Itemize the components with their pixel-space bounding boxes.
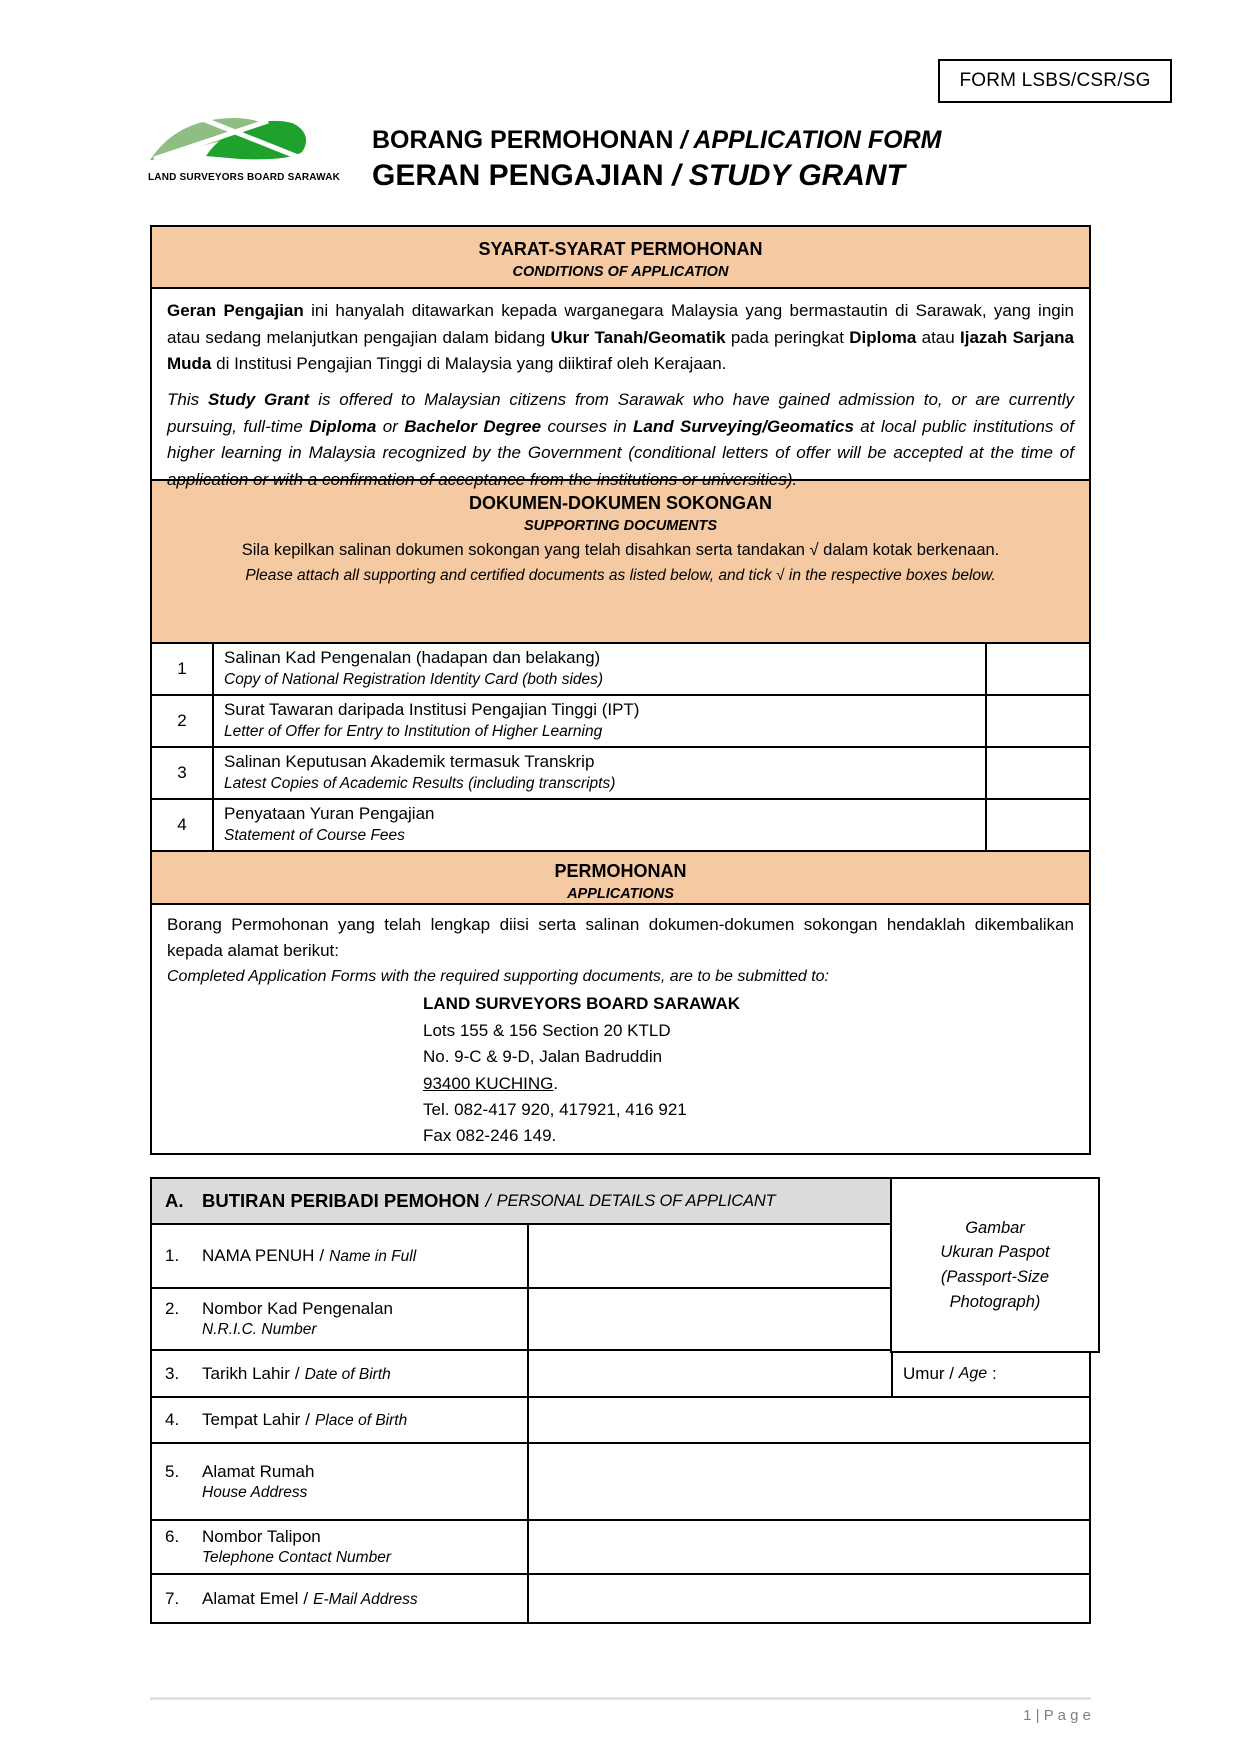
field-label-pob: [152, 1398, 529, 1442]
field-row-email: [152, 1575, 1089, 1622]
title-line-1: [372, 124, 941, 157]
document-row-2: [152, 694, 1089, 746]
documents-title-my: DOKUMEN-DOKUMEN SOKONGAN: [469, 493, 772, 513]
applications-title-my: PERMOHONAN: [554, 861, 687, 881]
field-row-dob: [152, 1351, 1089, 1398]
title-line-1-my: BORANG PERMOHONAN: [372, 126, 674, 154]
age-label-my: Umur /: [903, 1363, 954, 1383]
field-label-my: Nombor Talipon: [202, 1527, 321, 1546]
photo-box-line: Ukuran Paspot: [940, 1243, 1050, 1262]
document-row-text-my: Penyataan Yuran Pengajian: [224, 804, 435, 824]
page-number: 1 | P a g e: [1023, 1707, 1091, 1724]
document-row-text-en: Letter of Offer for Entry to Institution of Higher Learning: [224, 723, 603, 741]
document-tick-box-3[interactable]: [985, 748, 1089, 798]
field-label-my: Nombor Kad Pengenalan: [202, 1299, 393, 1318]
logo: [148, 114, 341, 183]
footer-divider: [150, 1697, 1091, 1700]
document-row-description: [214, 800, 985, 850]
address-fax: Fax 082-246 149.: [423, 1126, 557, 1146]
document-row-description: [214, 696, 985, 746]
field-label-separator: /: [319, 1246, 325, 1265]
conditions-paragraph-en: This Study Grant is offered to Malaysian citizens from Sarawak who have gained admission to, or are currently pursuing, full-time Diploma or Bachelor Degree courses in Land Surveying/Geomatics at local public institutions of higher learning in Malaysia recognized by the Government (conditional letters of offer will be accepted at the time of application or with a confirmation of acceptance from the institutions or universities).: [167, 390, 1074, 490]
conditions-header: [152, 227, 1089, 287]
photo-box-line: (Passport-Size: [940, 1268, 1050, 1286]
document-row-text-en: Latest Copies of Academic Results (including transcripts): [224, 775, 616, 793]
field-row-pob: [152, 1398, 1089, 1444]
document-title: [372, 124, 941, 194]
field-label-en: Place of Birth: [315, 1412, 408, 1429]
field-label-separator: /: [303, 1588, 309, 1608]
document-row-text-my: Salinan Keputusan Akademik termasuk Transkrip: [224, 752, 595, 772]
applications-title-en: APPLICATIONS: [567, 886, 674, 903]
field-number: 3.: [165, 1363, 180, 1383]
field-label-name: [152, 1225, 529, 1287]
document-row-4: [152, 798, 1089, 850]
document-tick-box-2[interactable]: [985, 696, 1089, 746]
title-line-2-my: GERAN PENGAJIAN: [372, 158, 664, 192]
field-label-address: [152, 1444, 529, 1519]
document-tick-box-4[interactable]: [985, 800, 1089, 850]
document-row-number: 2: [152, 696, 214, 746]
field-label-my: Tarikh Lahir: [202, 1363, 290, 1383]
age-label-en: Age: [958, 1364, 988, 1382]
title-line-2-en: / STUDY GRANT: [672, 158, 905, 192]
document-row-text-en: Copy of National Registration Identity Card (both sides): [224, 671, 604, 689]
address-line-1: Lots 155 & 156 Section 20 KTLD: [423, 1020, 671, 1040]
age-cell[interactable]: [893, 1351, 1089, 1396]
field-number: 7.: [165, 1588, 180, 1608]
field-label-telephone: [152, 1521, 529, 1573]
field-label-my: Tempat Lahir: [202, 1410, 301, 1429]
documents-title-en: SUPPORTING DOCUMENTS: [523, 518, 718, 535]
applications-header: [152, 850, 1089, 903]
photo-box-line: Photograph): [949, 1292, 1041, 1311]
document-row-text-en: Statement of Course Fees: [224, 827, 405, 845]
field-label-en: House Address: [202, 1483, 308, 1501]
field-number: 2.: [165, 1299, 180, 1318]
field-number: 5.: [165, 1461, 180, 1481]
form-code-label: FORM LSBS/CSR/SG: [959, 70, 1151, 91]
field-label-en: Telephone Contact Number: [202, 1549, 391, 1566]
field-number: 6.: [165, 1527, 180, 1546]
address-telephone: Tel. 082-417 920, 417921, 416 921: [423, 1099, 687, 1119]
documents-note-en: Please attach all supporting and certified documents as listed below, and tick √ in the respective boxes below.: [245, 566, 996, 584]
land-surveyors-logo-icon: [148, 114, 313, 166]
document-row-description: [214, 748, 985, 798]
field-label-separator: /: [305, 1410, 311, 1429]
document-row-number: 4: [152, 800, 214, 850]
document-row-1: [152, 642, 1089, 694]
email-input-cell[interactable]: [529, 1575, 1089, 1622]
field-label-en: Date of Birth: [304, 1365, 391, 1383]
document-tick-box-1[interactable]: [985, 644, 1089, 694]
applications-text-my: Borang Permohonan yang telah lengkap diisi serta salinan dokumen-dokumen sokongan hendaklah dikembalikan kepada alamat berikut:: [167, 915, 1074, 961]
field-number: 1.: [165, 1246, 180, 1265]
field-label-email: [152, 1575, 529, 1622]
address-line-2: No. 9-C & 9-D, Jalan Badruddin: [423, 1047, 663, 1067]
address-name: LAND SURVEYORS BOARD SARAWAK: [423, 994, 741, 1014]
document-row-text-my: Salinan Kad Pengenalan (hadapan dan belakang): [224, 648, 601, 668]
document-row-text-my: Surat Tawaran daripada Institusi Pengajian Tinggi (IPT): [224, 700, 640, 720]
photo-box-line: Gambar: [965, 1218, 1025, 1237]
document-row-number: 1: [152, 644, 214, 694]
field-label-en: Name in Full: [329, 1248, 417, 1265]
telephone-input-cell[interactable]: [529, 1521, 1089, 1573]
section-a-title-my: BUTIRAN PERIBADI PEMOHON: [202, 1190, 480, 1211]
applications-text-en: Completed Application Forms with the required supporting documents, are to be submitted to:: [167, 967, 829, 985]
section-a-letter: A.: [165, 1190, 184, 1211]
field-row-address: [152, 1444, 1089, 1521]
field-label-my: Alamat Emel: [202, 1588, 299, 1608]
section-a-title-separator: /: [485, 1190, 491, 1211]
form-code-box: [938, 59, 1172, 103]
dob-input-cell[interactable]: [529, 1351, 893, 1396]
field-row-telephone: [152, 1521, 1089, 1575]
passport-photo-box[interactable]: [890, 1177, 1100, 1353]
conditions-paragraph-my: Geran Pengajian ini hanyalah ditawarkan kepada warganegara Malaysia yang bermastautin di Sarawak, yang ingin atau sedang melanjutkan pengajian dalam bidang Ukur Tanah/Geomatik pada peringkat Diploma atau Ijazah Sarjana Muda di Institusi Pengajian Tinggi di Malaysia yang diiktiraf oleh Kerajaan.: [167, 301, 1075, 374]
documents-note-my: Sila kepilkan salinan dokumen sokongan yang telah disahkan serta tandakan √ dalam kotak berkenaan.: [241, 541, 1000, 560]
field-label-my: Alamat Rumah: [202, 1461, 315, 1481]
conditions-title-en: CONDITIONS OF APPLICATION: [512, 264, 729, 281]
submission-address: [423, 991, 1074, 1149]
address-city: 93400 KUCHING.: [423, 1073, 559, 1093]
document-row-number: 3: [152, 748, 214, 798]
applications-body: [152, 903, 1089, 1153]
conditions-body: [152, 287, 1089, 490]
field-label-en: E-Mail Address: [313, 1590, 418, 1608]
pob-input-cell[interactable]: [529, 1398, 1089, 1442]
title-line-2: [372, 157, 941, 195]
document-row-3: [152, 746, 1089, 798]
field-number: 4.: [165, 1410, 180, 1429]
logo-caption: LAND SURVEYORS BOARD SARAWAK: [148, 172, 341, 183]
conditions-table: [150, 225, 1091, 1155]
home-address-input-cell[interactable]: [529, 1444, 1089, 1519]
field-label-dob: [152, 1351, 529, 1396]
title-line-1-en: / APPLICATION FORM: [680, 126, 942, 154]
field-label-separator: /: [294, 1363, 300, 1383]
age-label-colon: :: [991, 1363, 997, 1383]
document-row-description: [214, 644, 985, 694]
field-label-en: N.R.I.C. Number: [202, 1321, 317, 1338]
documents-header: [152, 479, 1089, 642]
section-a-title-en: PERSONAL DETAILS OF APPLICANT: [496, 1191, 776, 1210]
conditions-title-my: SYARAT-SYARAT PERMOHONAN: [478, 239, 763, 259]
field-label-my: NAMA PENUH: [202, 1246, 315, 1265]
field-label-nric: [152, 1289, 529, 1349]
